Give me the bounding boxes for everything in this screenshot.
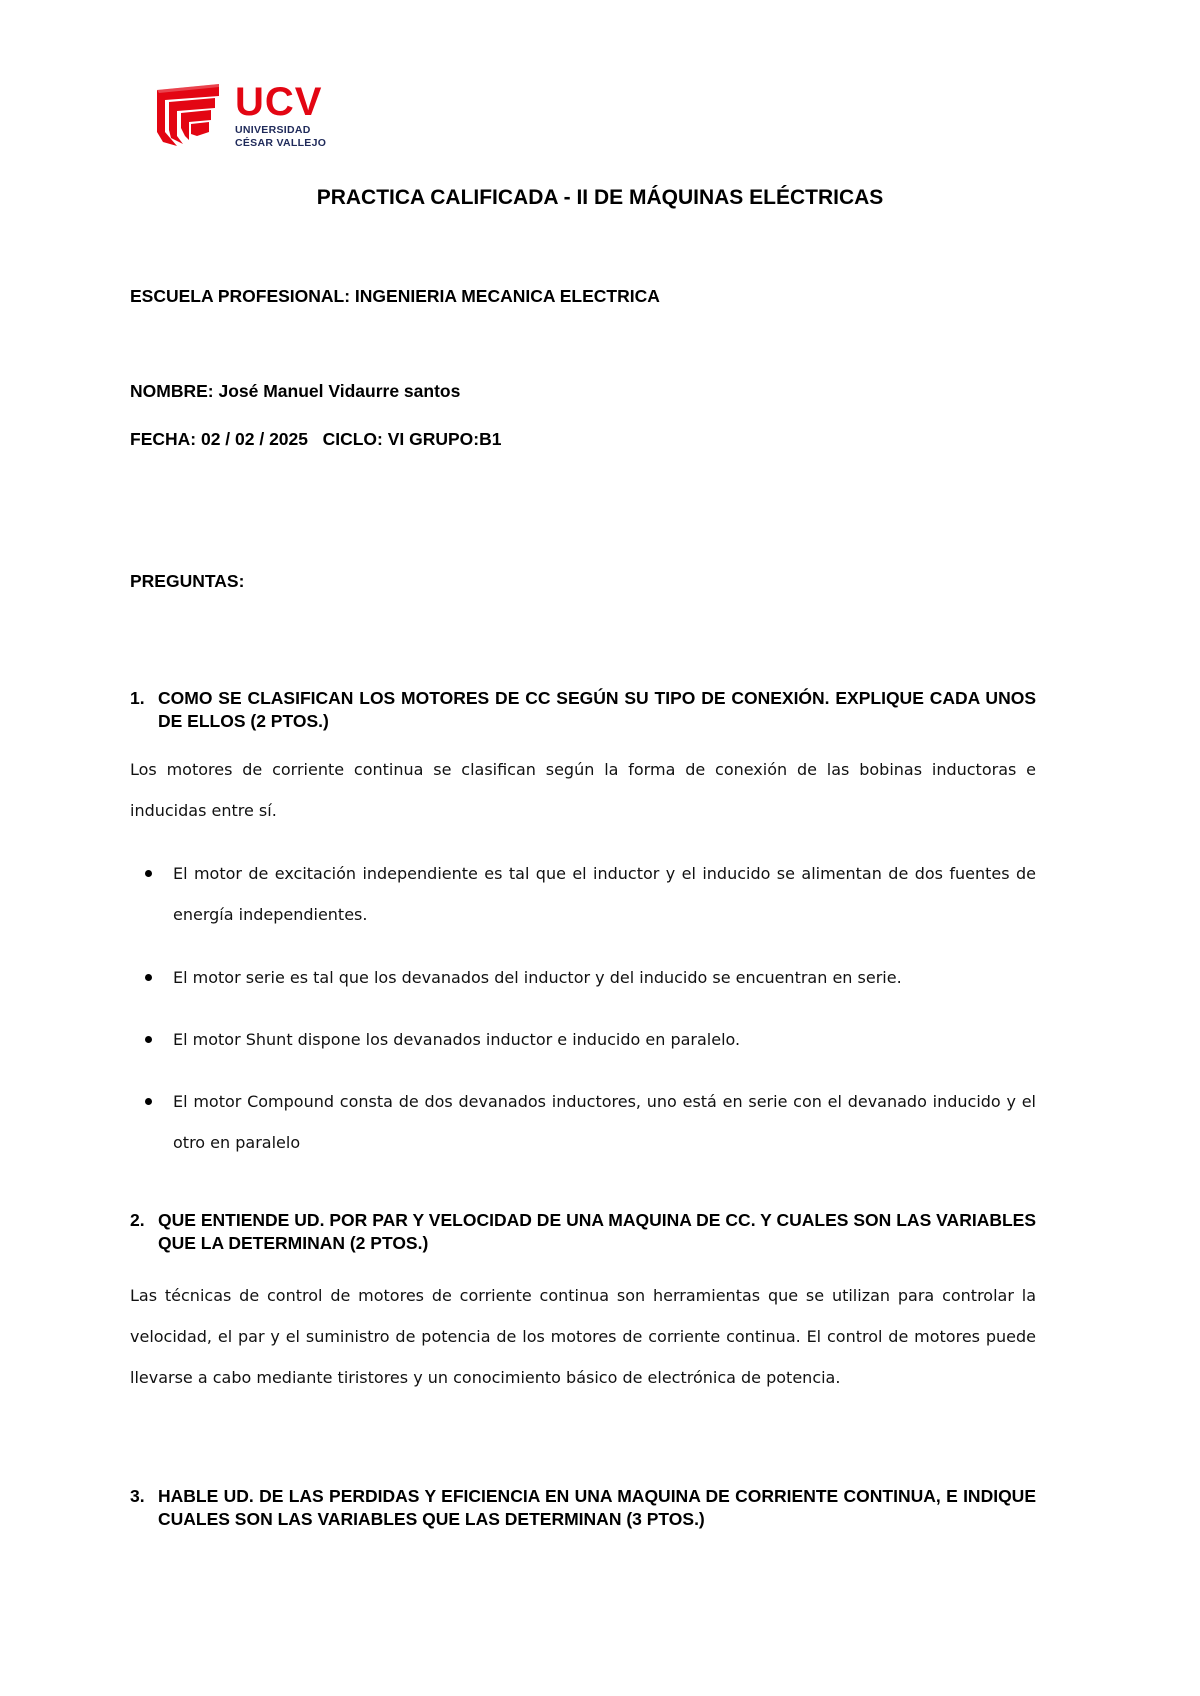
bullet-icon	[145, 1036, 152, 1043]
bullet-icon	[145, 1098, 152, 1105]
question-number: 2.	[130, 1210, 145, 1230]
bullet-text: El motor Compound consta de dos devanados inductores, uno está en serie con el devanado inducido y el otro en paralelo	[173, 1092, 1036, 1152]
question-text: HABLE UD. DE LAS PERDIDAS Y EFICIENCIA EN UNA MAQUINA DE CORRIENTE CONTINUA, E INDIQUE CUALES SON LAS VARIABLES QUE LAS DETERMINAN (3 PTOS.)	[158, 1486, 1036, 1529]
logo-line-1: UNIVERSIDAD	[235, 124, 311, 136]
logo-wordmark	[235, 82, 326, 150]
question-text: QUE ENTIENDE UD. POR PAR Y VELOCIDAD DE UNA MAQUINA DE CC. Y CUALES SON LAS VARIABLES QUE LA DETERMINAN (2 PTOS.)	[158, 1210, 1036, 1253]
nombre-line: NOMBRE: José Manuel Vidaurre santos	[130, 381, 461, 401]
escuela-line: ESCUELA PROFESIONAL: INGENIERIA MECANICA ELECTRICA	[130, 286, 660, 306]
question-2	[130, 1209, 1036, 1255]
logo-brand: UCV	[235, 80, 323, 124]
question-1	[130, 687, 1036, 733]
list-item	[130, 853, 1036, 935]
question-number: 1.	[130, 688, 145, 708]
bullet-text: El motor serie es tal que los devanados del inductor y del inducido se encuentran en serie.	[173, 968, 902, 987]
list-item	[130, 1081, 1036, 1163]
bullet-text: El motor Shunt dispone los devanados inductor e inducido en paralelo.	[173, 1030, 741, 1049]
list-item	[130, 1019, 1036, 1060]
bullet-icon	[145, 974, 152, 981]
ucv-shield-icon	[155, 84, 221, 150]
answer-1-intro: Los motores de corriente continua se clasifican según la forma de conexión de las bobinas inductoras e inducidas entre sí.	[130, 760, 1036, 820]
question-text: COMO SE CLASIFICAN LOS MOTORES DE CC SEGÚN SU TIPO DE CONEXIÓN. EXPLIQUE CADA UNOS DE ELLOS (2 PTOS.)	[158, 688, 1036, 731]
logo-line-2: CÉSAR VALLEJO	[235, 137, 327, 149]
question-3	[130, 1485, 1036, 1531]
fecha-line: FECHA: 02 / 02 / 2025 CICLO: VI GRUPO:B1	[130, 429, 502, 449]
page-title: PRACTICA CALIFICADA - II DE MÁQUINAS ELÉCTRICAS	[316, 186, 884, 209]
list-item	[130, 957, 1036, 998]
preguntas-heading: PREGUNTAS:	[130, 571, 245, 591]
bullet-text: El motor de excitación independiente es tal que el inductor y el inducido se alimentan de dos fuentes de energía independientes.	[173, 864, 1036, 924]
question-number: 3.	[130, 1486, 145, 1506]
bullet-icon	[145, 870, 152, 877]
ucv-logo	[155, 82, 335, 154]
answer-2: Las técnicas de control de motores de corriente continua son herramientas que se utilizan para controlar la velocidad, el par y el suministro de potencia de los motores de corriente continua. El control de motores puede llevarse a cabo mediante tiristores y un conocimiento básico de electrónica de potencia.	[130, 1286, 1036, 1387]
